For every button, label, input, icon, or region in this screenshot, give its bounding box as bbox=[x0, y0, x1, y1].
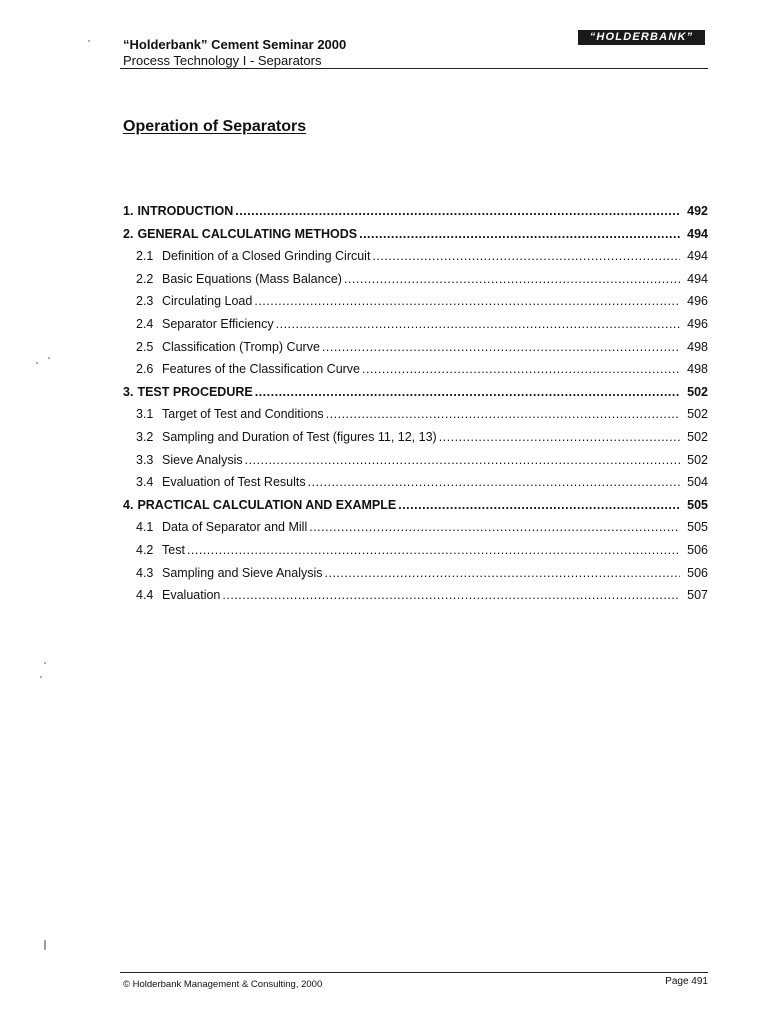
toc-label: Evaluation of Test Results bbox=[162, 475, 306, 490]
toc-row[interactable] bbox=[123, 249, 708, 272]
toc-row[interactable] bbox=[123, 407, 708, 430]
toc-leader-dots bbox=[325, 566, 680, 580]
scan-speck bbox=[44, 662, 46, 664]
footer-divider bbox=[120, 972, 708, 973]
toc-leader-dots bbox=[372, 249, 680, 263]
toc-page-number: 496 bbox=[687, 294, 708, 309]
toc-label: Sampling and Sieve Analysis bbox=[162, 565, 323, 580]
toc-row[interactable] bbox=[123, 317, 708, 340]
header-title: “Holderbank” Cement Seminar 2000 bbox=[123, 37, 347, 52]
toc-label: Separator Efficiency bbox=[162, 316, 274, 331]
toc-number: 2.6 bbox=[136, 362, 154, 377]
toc-label: Classification (Tromp) Curve bbox=[162, 339, 320, 354]
toc-row[interactable] bbox=[123, 204, 708, 227]
toc-row[interactable] bbox=[123, 272, 708, 295]
toc-number: 4.2 bbox=[136, 542, 154, 557]
toc-number: 2.1 bbox=[136, 249, 154, 264]
toc-page-number: 507 bbox=[687, 588, 708, 603]
toc-page-number: 504 bbox=[687, 475, 708, 490]
toc-page-number: 506 bbox=[687, 542, 708, 557]
toc-number: 2.5 bbox=[136, 339, 154, 354]
toc-row[interactable] bbox=[123, 543, 708, 566]
toc-row[interactable] bbox=[123, 453, 708, 476]
table-of-contents bbox=[123, 204, 708, 611]
scan-speck bbox=[36, 362, 38, 364]
toc-number: 4. bbox=[123, 497, 134, 512]
toc-number: 1. bbox=[123, 204, 134, 218]
toc-leader-dots bbox=[308, 475, 680, 489]
toc-leader-dots bbox=[326, 407, 680, 421]
toc-label: Target of Test and Conditions bbox=[162, 407, 324, 422]
toc-label: Test bbox=[162, 542, 185, 557]
scan-speck bbox=[48, 357, 50, 359]
toc-page-number: 502 bbox=[687, 384, 708, 399]
footer-copyright: © Holderbank Management & Consulting, 2000 bbox=[123, 979, 323, 990]
toc-page-number: 502 bbox=[687, 452, 708, 467]
toc-page-number: 494 bbox=[687, 226, 708, 241]
toc-leader-dots bbox=[362, 362, 680, 376]
toc-number: 3.3 bbox=[136, 452, 154, 467]
toc-leader-dots bbox=[235, 204, 680, 218]
toc-number: 2.2 bbox=[136, 271, 154, 286]
toc-number: 2. bbox=[123, 226, 134, 241]
footer-page-number: Page 491 bbox=[665, 976, 708, 987]
toc-page-number: 494 bbox=[687, 249, 708, 264]
toc-row[interactable] bbox=[123, 385, 708, 408]
document-title: Operation of Separators bbox=[123, 118, 307, 135]
toc-number: 4.4 bbox=[136, 588, 154, 603]
toc-leader-dots bbox=[398, 498, 680, 512]
toc-row[interactable] bbox=[123, 430, 708, 453]
toc-row[interactable] bbox=[123, 294, 708, 317]
toc-number: 2.4 bbox=[136, 316, 154, 331]
toc-page-number: 502 bbox=[687, 429, 708, 444]
toc-number: 3.1 bbox=[136, 407, 154, 422]
toc-page-number: 496 bbox=[687, 316, 708, 331]
holderbank-logo: “HOLDERBANK” bbox=[578, 30, 705, 45]
toc-label: INTRODUCTION bbox=[137, 204, 234, 218]
header-subtitle: Process Technology I - Separators bbox=[123, 53, 322, 68]
toc-label: Sampling and Duration of Test (figures 11, 12, 13) bbox=[162, 429, 437, 444]
toc-leader-dots bbox=[187, 543, 680, 557]
toc-leader-dots bbox=[344, 272, 680, 286]
toc-label: Evaluation bbox=[162, 588, 221, 603]
toc-number: 3.2 bbox=[136, 429, 154, 444]
toc-label: Definition of a Closed Grinding Circuit bbox=[162, 249, 371, 264]
toc-number: 2.3 bbox=[136, 294, 154, 309]
header-divider bbox=[120, 68, 708, 69]
toc-page-number: 505 bbox=[687, 520, 708, 535]
toc-row[interactable] bbox=[123, 588, 708, 611]
toc-leader-dots bbox=[255, 385, 680, 399]
toc-row[interactable] bbox=[123, 475, 708, 498]
toc-label: Basic Equations (Mass Balance) bbox=[162, 271, 342, 286]
toc-row[interactable] bbox=[123, 520, 708, 543]
toc-number: 4.1 bbox=[136, 520, 154, 535]
toc-page-number: 506 bbox=[687, 565, 708, 580]
scan-speck bbox=[88, 40, 90, 42]
toc-number: 3. bbox=[123, 384, 134, 399]
toc-label: Circulating Load bbox=[162, 294, 253, 309]
scan-speck bbox=[40, 676, 42, 678]
toc-leader-dots bbox=[359, 227, 680, 241]
toc-label: TEST PROCEDURE bbox=[137, 384, 253, 399]
toc-leader-dots bbox=[276, 317, 680, 331]
toc-page-number: 498 bbox=[687, 362, 708, 377]
toc-leader-dots bbox=[222, 588, 680, 602]
toc-leader-dots bbox=[322, 340, 680, 354]
toc-label: Features of the Classification Curve bbox=[162, 362, 361, 377]
toc-page-number: 492 bbox=[687, 204, 708, 218]
scan-speck bbox=[44, 940, 46, 950]
toc-leader-dots bbox=[309, 520, 680, 534]
toc-row[interactable] bbox=[123, 362, 708, 385]
toc-row[interactable] bbox=[123, 227, 708, 250]
toc-page-number: 505 bbox=[687, 497, 708, 512]
toc-number: 4.3 bbox=[136, 565, 154, 580]
toc-row[interactable] bbox=[123, 566, 708, 589]
toc-leader-dots bbox=[439, 430, 680, 444]
toc-label: PRACTICAL CALCULATION AND EXAMPLE bbox=[137, 497, 397, 512]
toc-label: Sieve Analysis bbox=[162, 452, 243, 467]
toc-label: Data of Separator and Mill bbox=[162, 520, 308, 535]
toc-row[interactable] bbox=[123, 340, 708, 363]
toc-page-number: 498 bbox=[687, 339, 708, 354]
toc-label: GENERAL CALCULATING METHODS bbox=[137, 226, 358, 241]
toc-leader-dots bbox=[254, 294, 680, 308]
toc-page-number: 502 bbox=[687, 407, 708, 422]
toc-row[interactable] bbox=[123, 498, 708, 521]
toc-page-number: 494 bbox=[687, 271, 708, 286]
toc-number: 3.4 bbox=[136, 475, 154, 490]
toc-leader-dots bbox=[245, 453, 680, 467]
